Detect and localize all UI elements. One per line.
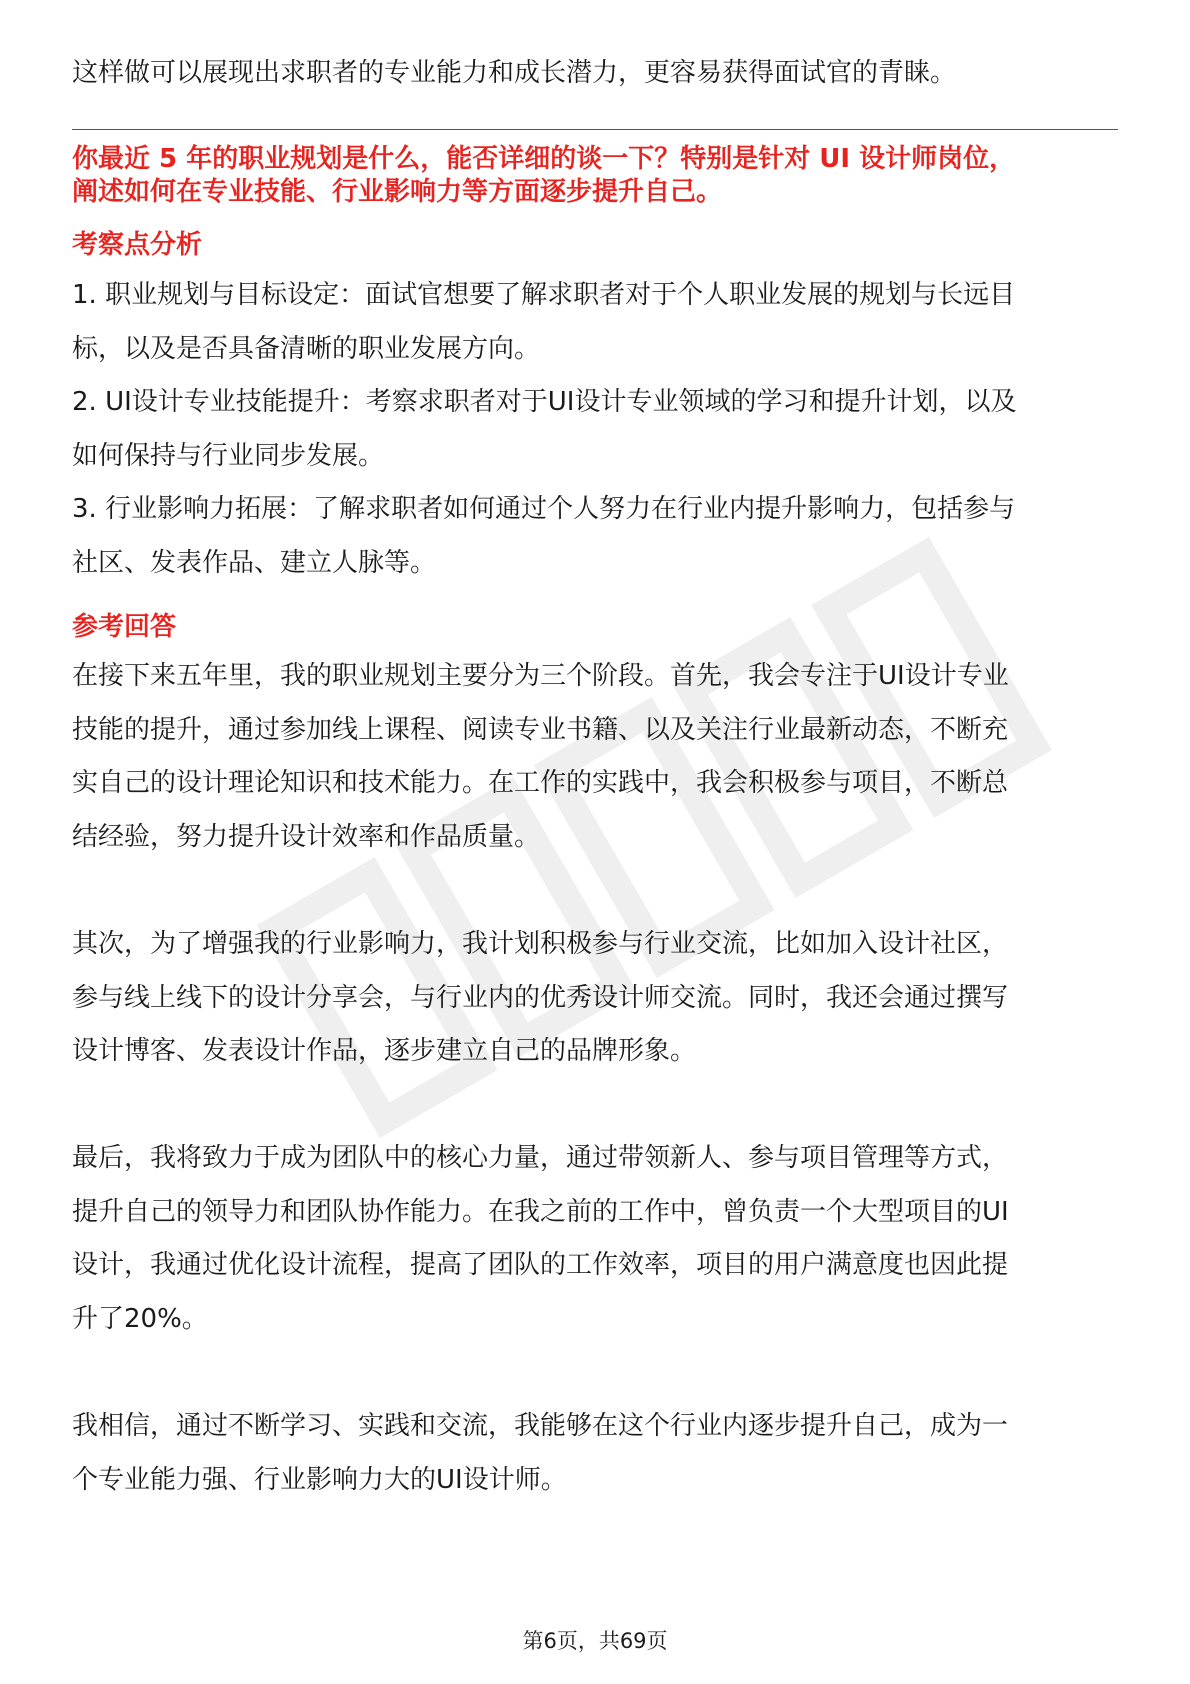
analysis-line: 3. 行业影响力拓展：了解求职者如何通过个人努力在行业内提升影响力，包括参与 [72, 494, 1016, 524]
answer-paragraph-3-line: 设计，我通过优化设计流程，提高了团队的工作效率，项目的用户满意度也因此提 [72, 1250, 1009, 1280]
answer-paragraph-3-line: 提升自己的领导力和团队协作能力。在我之前的工作中，曾负责一个大型项目的UI [72, 1197, 1009, 1227]
page-number-footer: 第6页，共69页 [522, 1629, 668, 1653]
answer-paragraph-4-line: 我相信，通过不断学习、实践和交流，我能够在这个行业内逐步提升自己，成为一 [72, 1411, 1009, 1441]
analysis-line: 1. 职业规划与目标设定：面试官想要了解求职者对于个人职业发展的规划与长远目 [72, 280, 1016, 310]
analysis-line: 社区、发表作品、建立人脉等。 [72, 548, 437, 578]
document-page [72, 0, 1118, 1684]
analysis-line: 标，以及是否具备清晰的职业发展方向。 [72, 334, 541, 364]
answer-paragraph-1-line: 技能的提升，通过参加线上课程、阅读专业书籍、以及关注行业最新动态，不断充 [72, 715, 1009, 745]
answer-paragraph-1-line: 实自己的设计理论知识和技术能力。在工作的实践中，我会积极参与项目，不断总 [72, 768, 1009, 798]
question-line-2: 阐述如何在专业技能、行业影响力等方面逐步提升自己。 [72, 177, 723, 207]
answer-heading: 参考回答 [72, 612, 177, 642]
section-divider [72, 129, 1118, 130]
answer-paragraph-3-line: 升了20%。 [72, 1304, 208, 1334]
analysis-heading: 考察点分析 [72, 230, 203, 260]
answer-paragraph-2-line: 设计博客、发表设计作品，逐步建立自己的品牌形象。 [72, 1036, 697, 1066]
analysis-line: 如何保持与行业同步发展。 [72, 441, 385, 471]
answer-paragraph-3-line: 最后，我将致力于成为团队中的核心力量，通过带领新人、参与项目管理等方式， [72, 1143, 1009, 1173]
answer-paragraph-1-line: 结经验，努力提升设计效率和作品质量。 [72, 822, 541, 852]
answer-paragraph-4-line: 个专业能力强、行业影响力大的UI设计师。 [72, 1465, 567, 1495]
analysis-line: 2. UI设计专业技能提升：考察求职者对于UI设计专业领域的学习和提升计划，以及 [72, 387, 1017, 417]
answer-paragraph-2-line: 参与线上线下的设计分享会，与行业内的优秀设计师交流。同时，我还会通过撰写 [72, 983, 1009, 1013]
answer-paragraph-2-line: 其次，为了增强我的行业影响力，我计划积极参与行业交流，比如加入设计社区， [72, 929, 1009, 959]
intro-text: 这样做可以展现出求职者的专业能力和成长潜力，更容易获得面试官的青睐。 [72, 58, 957, 88]
question-line-1: 你最近 5 年的职业规划是什么，能否详细的谈一下？特别是针对 UI 设计师岗位， [72, 144, 1016, 174]
answer-paragraph-1-line: 在接下来五年里，我的职业规划主要分为三个阶段。首先，我会专注于UI设计专业 [72, 661, 1009, 691]
